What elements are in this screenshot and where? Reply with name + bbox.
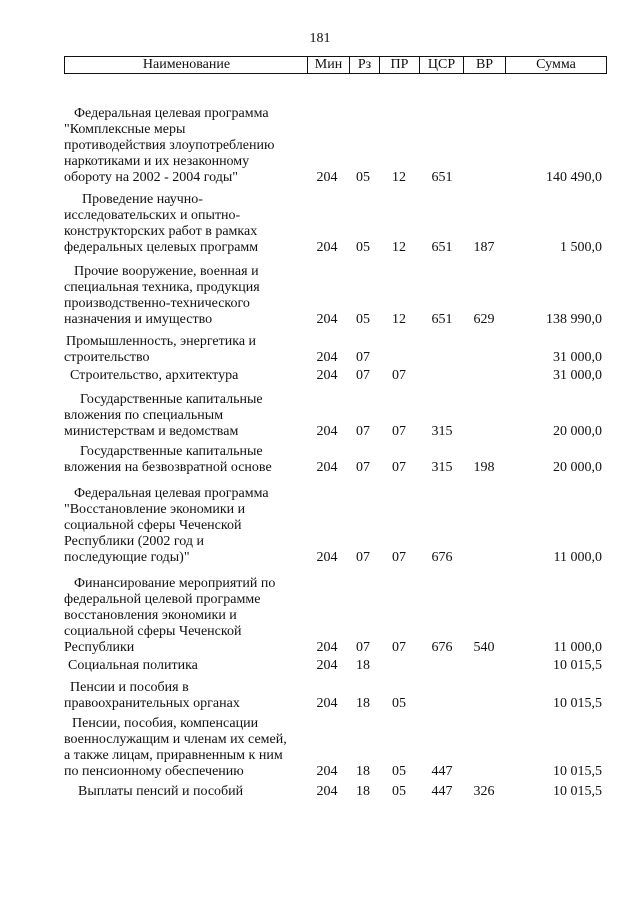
row-min: 204	[316, 784, 338, 799]
row-pr: 12	[392, 240, 406, 255]
row-csr: 651	[431, 312, 453, 327]
row-rz: 05	[356, 312, 370, 327]
row-name: Прочие вооружение, военная и специальная техника, продукция производственно-технического назначения и имущество	[64, 264, 260, 327]
header-rz: Рз	[349, 57, 379, 73]
table-row	[0, 264, 640, 328]
header-sum: Сумма	[505, 57, 606, 73]
table-row	[0, 392, 640, 440]
row-csr: 651	[431, 240, 453, 255]
row-csr: 676	[431, 550, 453, 565]
table-row	[0, 658, 640, 674]
header-vr: ВР	[463, 57, 505, 73]
row-name: Промышленность, энергетика и строительство	[64, 334, 257, 365]
table-row	[0, 368, 640, 384]
row-sum: 11 000,0	[553, 640, 602, 655]
row-min: 204	[316, 764, 338, 779]
row-pr: 07	[392, 640, 406, 655]
row-rz: 07	[356, 640, 370, 655]
row-sum: 20 000,0	[553, 460, 602, 475]
row-min: 204	[316, 640, 338, 655]
row-csr: 315	[431, 460, 453, 475]
row-csr: 676	[431, 640, 453, 655]
row-min: 204	[316, 368, 338, 383]
row-min: 204	[316, 170, 338, 185]
row-csr: 447	[431, 764, 453, 779]
row-vr: 629	[473, 312, 495, 327]
row-rz: 18	[356, 764, 370, 779]
row-pr: 12	[392, 312, 406, 327]
row-sum: 10 015,5	[553, 658, 602, 673]
table-row	[0, 334, 640, 366]
row-min: 204	[316, 696, 338, 711]
row-rz: 07	[356, 368, 370, 383]
row-name: Строительство, архитектура	[70, 368, 239, 383]
row-sum: 140 490,0	[546, 170, 602, 185]
row-sum: 31 000,0	[553, 350, 602, 365]
table-row	[0, 784, 640, 800]
row-min: 204	[316, 240, 338, 255]
row-sum: 10 015,5	[553, 784, 602, 799]
row-pr: 05	[392, 784, 406, 799]
row-name: Социальная политика	[68, 658, 198, 673]
row-min: 204	[316, 312, 338, 327]
row-pr: 07	[392, 550, 406, 565]
row-sum: 1 500,0	[560, 240, 602, 255]
row-sum: 20 000,0	[553, 424, 602, 439]
row-csr: 651	[431, 170, 453, 185]
row-rz: 07	[356, 460, 370, 475]
row-rz: 07	[356, 350, 370, 365]
row-rz: 07	[356, 550, 370, 565]
table-row	[0, 576, 640, 656]
row-min: 204	[316, 350, 338, 365]
table-row	[0, 444, 640, 476]
row-min: 204	[316, 658, 338, 673]
row-pr: 05	[392, 764, 406, 779]
row-csr: 315	[431, 424, 453, 439]
row-pr: 07	[392, 368, 406, 383]
row-vr: 187	[473, 240, 495, 255]
header-pr: ПР	[379, 57, 419, 73]
row-name: Проведение научно- исследовательских и опытно- конструкторских работ в рамках федеральных целевых программ	[64, 192, 259, 255]
table-row	[0, 716, 640, 780]
row-name: Выплаты пенсий и пособий	[78, 784, 244, 799]
row-min: 204	[316, 424, 338, 439]
row-pr: 05	[392, 696, 406, 711]
row-rz: 05	[356, 240, 370, 255]
header-name: Наименование	[142, 57, 231, 72]
row-name: Федеральная целевая программа "Восстановление экономики и социальной сферы Чеченской Республики (2002 год и последующие годы)"	[64, 486, 269, 565]
row-pr: 12	[392, 170, 406, 185]
table-row	[0, 486, 640, 566]
row-pr: 07	[392, 460, 406, 475]
header-csr: ЦСР	[419, 57, 463, 73]
row-pr: 07	[392, 424, 406, 439]
row-rz: 07	[356, 424, 370, 439]
row-sum: 31 000,0	[553, 368, 602, 383]
row-name: Финансирование мероприятий по федеральной целевой программе восстановления экономики и социальной сферы Чеченской Республики	[64, 576, 276, 655]
row-name: Пенсии и пособия в правоохранительных органах	[64, 680, 240, 711]
row-sum: 10 015,5	[553, 764, 602, 779]
row-rz: 18	[356, 784, 370, 799]
row-csr: 447	[431, 784, 453, 799]
row-name: Государственные капитальные вложения на безвозвратной основе	[64, 444, 272, 475]
row-vr: 198	[473, 460, 495, 475]
row-rz: 18	[356, 696, 370, 711]
row-vr: 326	[473, 784, 495, 799]
row-name: Федеральная целевая программа "Комплексные меры противодействия злоупотреблению наркотиками и их незаконному обороту на 2002 - 2004 годы"	[64, 106, 275, 185]
row-rz: 18	[356, 658, 370, 673]
row-vr: 540	[473, 640, 495, 655]
page-number: 181	[309, 31, 331, 46]
table-row	[0, 680, 640, 712]
row-rz: 05	[356, 170, 370, 185]
table-row	[0, 192, 640, 256]
row-sum: 11 000,0	[553, 550, 602, 565]
row-min: 204	[316, 550, 338, 565]
row-min: 204	[316, 460, 338, 475]
row-sum: 138 990,0	[546, 312, 602, 327]
table-row	[0, 106, 640, 186]
row-name: Пенсии, пособия, компенсации военнослужащим и членам их семей, а также лицам, приравненным к ним по пенсионному обеспечению	[64, 716, 287, 779]
row-sum: 10 015,5	[553, 696, 602, 711]
header-min: Мин	[307, 57, 349, 73]
row-name: Государственные капитальные вложения по специальным министерствам и ведомствам	[64, 392, 263, 439]
